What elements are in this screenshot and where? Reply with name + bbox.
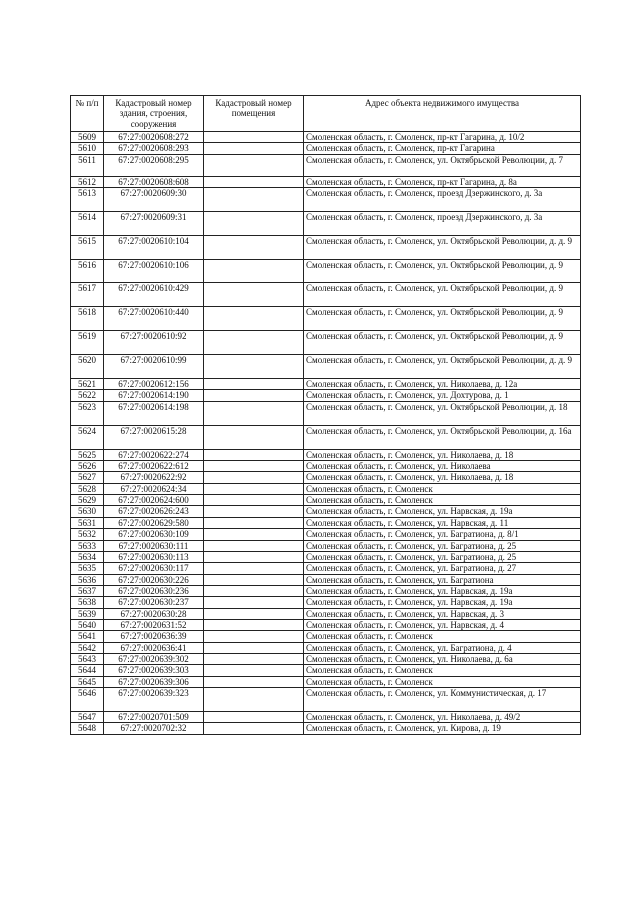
row-number: 5645	[71, 676, 104, 687]
cadastral-building-number: 67:27:0020624:600	[104, 495, 204, 506]
table-row	[71, 483, 581, 494]
table-row	[71, 495, 581, 506]
cadastral-building-number: 67:27:0020610:99	[104, 355, 204, 379]
cadastral-building-number: 67:27:0020610:106	[104, 260, 204, 283]
table-row	[71, 563, 581, 574]
property-address: Смоленская область, г. Смоленск, ул. Кирова, д. 19	[304, 723, 581, 734]
table-row	[71, 723, 581, 734]
property-address: Смоленская область, г. Смоленск, ул. Багратиона, д. 25	[304, 551, 581, 562]
row-number: 5644	[71, 665, 104, 676]
table-row	[71, 540, 581, 551]
cadastral-room-number	[204, 665, 304, 676]
row-number: 5618	[71, 307, 104, 331]
row-number: 5634	[71, 551, 104, 562]
row-number: 5640	[71, 619, 104, 630]
cadastral-building-number: 67:27:0020639:306	[104, 676, 204, 687]
cadastral-room-number	[204, 132, 304, 143]
property-address: Смоленская область, г. Смоленск, ул. Нарвская, д. 19а	[304, 585, 581, 596]
cadastral-room-number	[204, 517, 304, 528]
cadastral-room-number	[204, 236, 304, 260]
cadastral-building-number: 67:27:0020614:198	[104, 401, 204, 425]
cadastral-room-number	[204, 355, 304, 379]
cadastral-room-number	[204, 283, 304, 307]
cadastral-room-number	[204, 723, 304, 734]
cadastral-building-number: 67:27:0020624:34	[104, 483, 204, 494]
row-number: 5628	[71, 483, 104, 494]
table-row	[71, 619, 581, 630]
row-number: 5622	[71, 390, 104, 401]
table-row	[71, 307, 581, 331]
cadastral-building-number: 67:27:0020629:580	[104, 517, 204, 528]
cadastral-building-number: 67:27:0020626:243	[104, 506, 204, 517]
property-address: Смоленская область, г. Смоленск	[304, 676, 581, 687]
property-address: Смоленская область, г. Смоленск, ул. Октябрьской Революции, д. 9	[304, 260, 581, 283]
cadastral-building-number: 67:27:0020622:92	[104, 472, 204, 483]
cadastral-building-number: 67:27:0020702:32	[104, 723, 204, 734]
property-address: Смоленская область, г. Смоленск, ул. Октябрьской Революции, д. 9	[304, 283, 581, 307]
table-row	[71, 176, 581, 187]
cadastral-building-number: 67:27:0020701:509	[104, 711, 204, 722]
table-row	[71, 665, 581, 676]
property-address: Смоленская область, г. Смоленск, ул. Октябрьской Революции, д. 16а	[304, 425, 581, 449]
cadastral-building-number: 67:27:0020636:41	[104, 642, 204, 653]
cadastral-room-number	[204, 653, 304, 664]
row-number: 5613	[71, 188, 104, 212]
table-row	[71, 390, 581, 401]
row-number: 5638	[71, 597, 104, 608]
property-address: Смоленская область, г. Смоленск, ул. Нарвская, д. 19а	[304, 506, 581, 517]
cadastral-building-number: 67:27:0020630:28	[104, 608, 204, 619]
cadastral-room-number	[204, 642, 304, 653]
cadastral-building-number: 67:27:0020630:111	[104, 540, 204, 551]
property-address: Смоленская область, г. Смоленск, ул. Октябрьской Революции, д. 7	[304, 154, 581, 176]
table-row	[71, 517, 581, 528]
cadastral-building-number: 67:27:0020615:28	[104, 425, 204, 449]
cadastral-room-number	[204, 379, 304, 390]
table-row	[71, 585, 581, 596]
cadastral-room-number	[204, 307, 304, 331]
cadastral-room-number	[204, 483, 304, 494]
table-row	[71, 461, 581, 472]
table-row	[71, 188, 581, 212]
property-address: Смоленская область, г. Смоленск, ул. Багратиона, д. 4	[304, 642, 581, 653]
property-address: Смоленская область, г. Смоленск	[304, 631, 581, 642]
table-row	[71, 212, 581, 236]
row-number: 5642	[71, 642, 104, 653]
cadastral-building-number: 67:27:0020610:429	[104, 283, 204, 307]
table-row	[71, 260, 581, 283]
cadastral-room-number	[204, 563, 304, 574]
property-address: Смоленская область, г. Смоленск, ул. Николаева	[304, 461, 581, 472]
header-cadastral-building: Кадастровый номер здания, строения, сооружения	[104, 96, 204, 132]
property-address: Смоленская область, г. Смоленск, ул. Нарвская, д. 11	[304, 517, 581, 528]
row-number: 5639	[71, 608, 104, 619]
row-number: 5632	[71, 529, 104, 540]
table-row	[71, 687, 581, 711]
row-number: 5616	[71, 260, 104, 283]
table-row	[71, 551, 581, 562]
row-number: 5630	[71, 506, 104, 517]
cadastral-room-number	[204, 390, 304, 401]
cadastral-room-number	[204, 529, 304, 540]
table-row	[71, 425, 581, 449]
cadastral-room-number	[204, 461, 304, 472]
cadastral-room-number	[204, 597, 304, 608]
row-number: 5621	[71, 379, 104, 390]
row-number: 5619	[71, 331, 104, 355]
property-address: Смоленская область, г. Смоленск, ул. Нарвская, д. 19а	[304, 597, 581, 608]
cadastral-building-number: 67:27:0020609:31	[104, 212, 204, 236]
property-address: Смоленская область, г. Смоленск, пр-кт Гагарина	[304, 143, 581, 154]
cadastral-building-number: 67:27:0020610:104	[104, 236, 204, 260]
cadastral-building-number: 67:27:0020630:117	[104, 563, 204, 574]
cadastral-room-number	[204, 574, 304, 585]
row-number: 5629	[71, 495, 104, 506]
cadastral-building-number: 67:27:0020630:113	[104, 551, 204, 562]
row-number: 5627	[71, 472, 104, 483]
row-number: 5624	[71, 425, 104, 449]
cadastral-room-number	[204, 188, 304, 212]
property-address: Смоленская область, г. Смоленск, проезд Дзержинского, д. 3а	[304, 212, 581, 236]
cadastral-building-number: 67:27:0020622:612	[104, 461, 204, 472]
row-number: 5626	[71, 461, 104, 472]
table-row	[71, 355, 581, 379]
row-number: 5614	[71, 212, 104, 236]
cadastral-room-number	[204, 608, 304, 619]
table-row	[71, 642, 581, 653]
cadastral-building-number: 67:27:0020610:92	[104, 331, 204, 355]
table-body	[71, 132, 581, 735]
table-header-row	[71, 96, 581, 132]
cadastral-room-number	[204, 212, 304, 236]
table-row	[71, 283, 581, 307]
cadastral-building-number: 67:27:0020639:303	[104, 665, 204, 676]
property-address: Смоленская область, г. Смоленск, ул. Октябрьской Революции, д. 9	[304, 307, 581, 331]
property-address: Смоленская область, г. Смоленск, ул. Багратиона, д. 25	[304, 540, 581, 551]
property-address: Смоленская область, г. Смоленск, ул. Дохтурова, д. 1	[304, 390, 581, 401]
cadastral-room-number	[204, 495, 304, 506]
cadastral-room-number	[204, 631, 304, 642]
cadastral-building-number: 67:27:0020610:440	[104, 307, 204, 331]
row-number: 5615	[71, 236, 104, 260]
cadastral-room-number	[204, 711, 304, 722]
table-row	[71, 597, 581, 608]
cadastral-building-number: 67:27:0020608:608	[104, 176, 204, 187]
cadastral-building-number: 67:27:0020622:274	[104, 449, 204, 460]
row-number: 5641	[71, 631, 104, 642]
cadastral-room-number	[204, 585, 304, 596]
property-address: Смоленская область, г. Смоленск, ул. Октябрьской Революции, д. д. 9	[304, 236, 581, 260]
cadastral-building-number: 67:27:0020630:237	[104, 597, 204, 608]
table-row	[71, 653, 581, 664]
row-number: 5612	[71, 176, 104, 187]
property-address: Смоленская область, г. Смоленск	[304, 665, 581, 676]
cadastral-room-number	[204, 472, 304, 483]
cadastral-building-number: 67:27:0020639:302	[104, 653, 204, 664]
table-row	[71, 401, 581, 425]
property-address: Смоленская область, г. Смоленск, ул. Октябрьской Революции, д. 9	[304, 331, 581, 355]
row-number: 5636	[71, 574, 104, 585]
table-row	[71, 472, 581, 483]
property-address: Смоленская область, г. Смоленск, ул. Николаева, д. 18	[304, 472, 581, 483]
property-address: Смоленская область, г. Смоленск, ул. Николаева, д. 6а	[304, 653, 581, 664]
cadastral-room-number	[204, 425, 304, 449]
property-address: Смоленская область, г. Смоленск, ул. Николаева, д. 12а	[304, 379, 581, 390]
cadastral-building-number: 67:27:0020630:226	[104, 574, 204, 585]
row-number: 5646	[71, 687, 104, 711]
cadastral-building-number: 67:27:0020630:236	[104, 585, 204, 596]
cadastral-building-number: 67:27:0020608:293	[104, 143, 204, 154]
cadastral-building-number: 67:27:0020608:295	[104, 154, 204, 176]
table-row	[71, 331, 581, 355]
row-number: 5631	[71, 517, 104, 528]
table-row	[71, 236, 581, 260]
cadastral-room-number	[204, 540, 304, 551]
table-row	[71, 529, 581, 540]
property-address: Смоленская область, г. Смоленск, пр-кт Гагарина, д. 10/2	[304, 132, 581, 143]
cadastral-room-number	[204, 331, 304, 355]
table-row	[71, 143, 581, 154]
row-number: 5637	[71, 585, 104, 596]
table-row	[71, 711, 581, 722]
property-table	[70, 95, 581, 735]
row-number: 5610	[71, 143, 104, 154]
property-address: Смоленская область, г. Смоленск	[304, 495, 581, 506]
row-number: 5623	[71, 401, 104, 425]
cadastral-building-number: 67:27:0020609:30	[104, 188, 204, 212]
row-number: 5647	[71, 711, 104, 722]
table-row	[71, 379, 581, 390]
table-row	[71, 574, 581, 585]
cadastral-room-number	[204, 506, 304, 517]
header-num: № п/п	[71, 96, 104, 132]
table-row	[71, 506, 581, 517]
cadastral-building-number: 67:27:0020608:272	[104, 132, 204, 143]
row-number: 5635	[71, 563, 104, 574]
cadastral-room-number	[204, 401, 304, 425]
row-number: 5620	[71, 355, 104, 379]
property-address: Смоленская область, г. Смоленск, ул. Багратиона, д. 27	[304, 563, 581, 574]
cadastral-room-number	[204, 687, 304, 711]
property-address: Смоленская область, г. Смоленск, проезд Дзержинского, д. 3а	[304, 188, 581, 212]
cadastral-room-number	[204, 143, 304, 154]
table-row	[71, 631, 581, 642]
cadastral-room-number	[204, 449, 304, 460]
row-number: 5648	[71, 723, 104, 734]
property-address: Смоленская область, г. Смоленск, пр-кт Гагарина, д. 8а	[304, 176, 581, 187]
header-address: Адрес объекта недвижимого имущества	[304, 96, 581, 132]
property-address: Смоленская область, г. Смоленск, ул. Нарвская, д. 3	[304, 608, 581, 619]
cadastral-room-number	[204, 154, 304, 176]
table-row	[71, 608, 581, 619]
row-number: 5609	[71, 132, 104, 143]
table-row	[71, 132, 581, 143]
header-cadastral-room: Кадастровый номер помещения	[204, 96, 304, 132]
row-number: 5611	[71, 154, 104, 176]
cadastral-building-number: 67:27:0020631:52	[104, 619, 204, 630]
cadastral-building-number: 67:27:0020630:109	[104, 529, 204, 540]
cadastral-building-number: 67:27:0020636:39	[104, 631, 204, 642]
cadastral-building-number: 67:27:0020614:190	[104, 390, 204, 401]
cadastral-building-number: 67:27:0020639:323	[104, 687, 204, 711]
cadastral-room-number	[204, 260, 304, 283]
property-address: Смоленская область, г. Смоленск, ул. Октябрьской Революции, д. д. 9	[304, 355, 581, 379]
row-number: 5617	[71, 283, 104, 307]
table-row	[71, 449, 581, 460]
property-address: Смоленская область, г. Смоленск, ул. Николаева, д. 49/2	[304, 711, 581, 722]
cadastral-room-number	[204, 551, 304, 562]
row-number: 5633	[71, 540, 104, 551]
cadastral-building-number: 67:27:0020612:156	[104, 379, 204, 390]
property-address: Смоленская область, г. Смоленск, ул. Коммунистическая, д. 17	[304, 687, 581, 711]
table-row	[71, 676, 581, 687]
row-number: 5625	[71, 449, 104, 460]
row-number: 5643	[71, 653, 104, 664]
property-address: Смоленская область, г. Смоленск	[304, 483, 581, 494]
cadastral-room-number	[204, 619, 304, 630]
cadastral-room-number	[204, 676, 304, 687]
property-address: Смоленская область, г. Смоленск, ул. Багратиона	[304, 574, 581, 585]
property-address: Смоленская область, г. Смоленск, ул. Николаева, д. 18	[304, 449, 581, 460]
property-address: Смоленская область, г. Смоленск, ул. Октябрьской Революции, д. 18	[304, 401, 581, 425]
property-address: Смоленская область, г. Смоленск, ул. Багратиона, д. 8/1	[304, 529, 581, 540]
table-row	[71, 154, 581, 176]
property-address: Смоленская область, г. Смоленск, ул. Нарвская, д. 4	[304, 619, 581, 630]
cadastral-room-number	[204, 176, 304, 187]
